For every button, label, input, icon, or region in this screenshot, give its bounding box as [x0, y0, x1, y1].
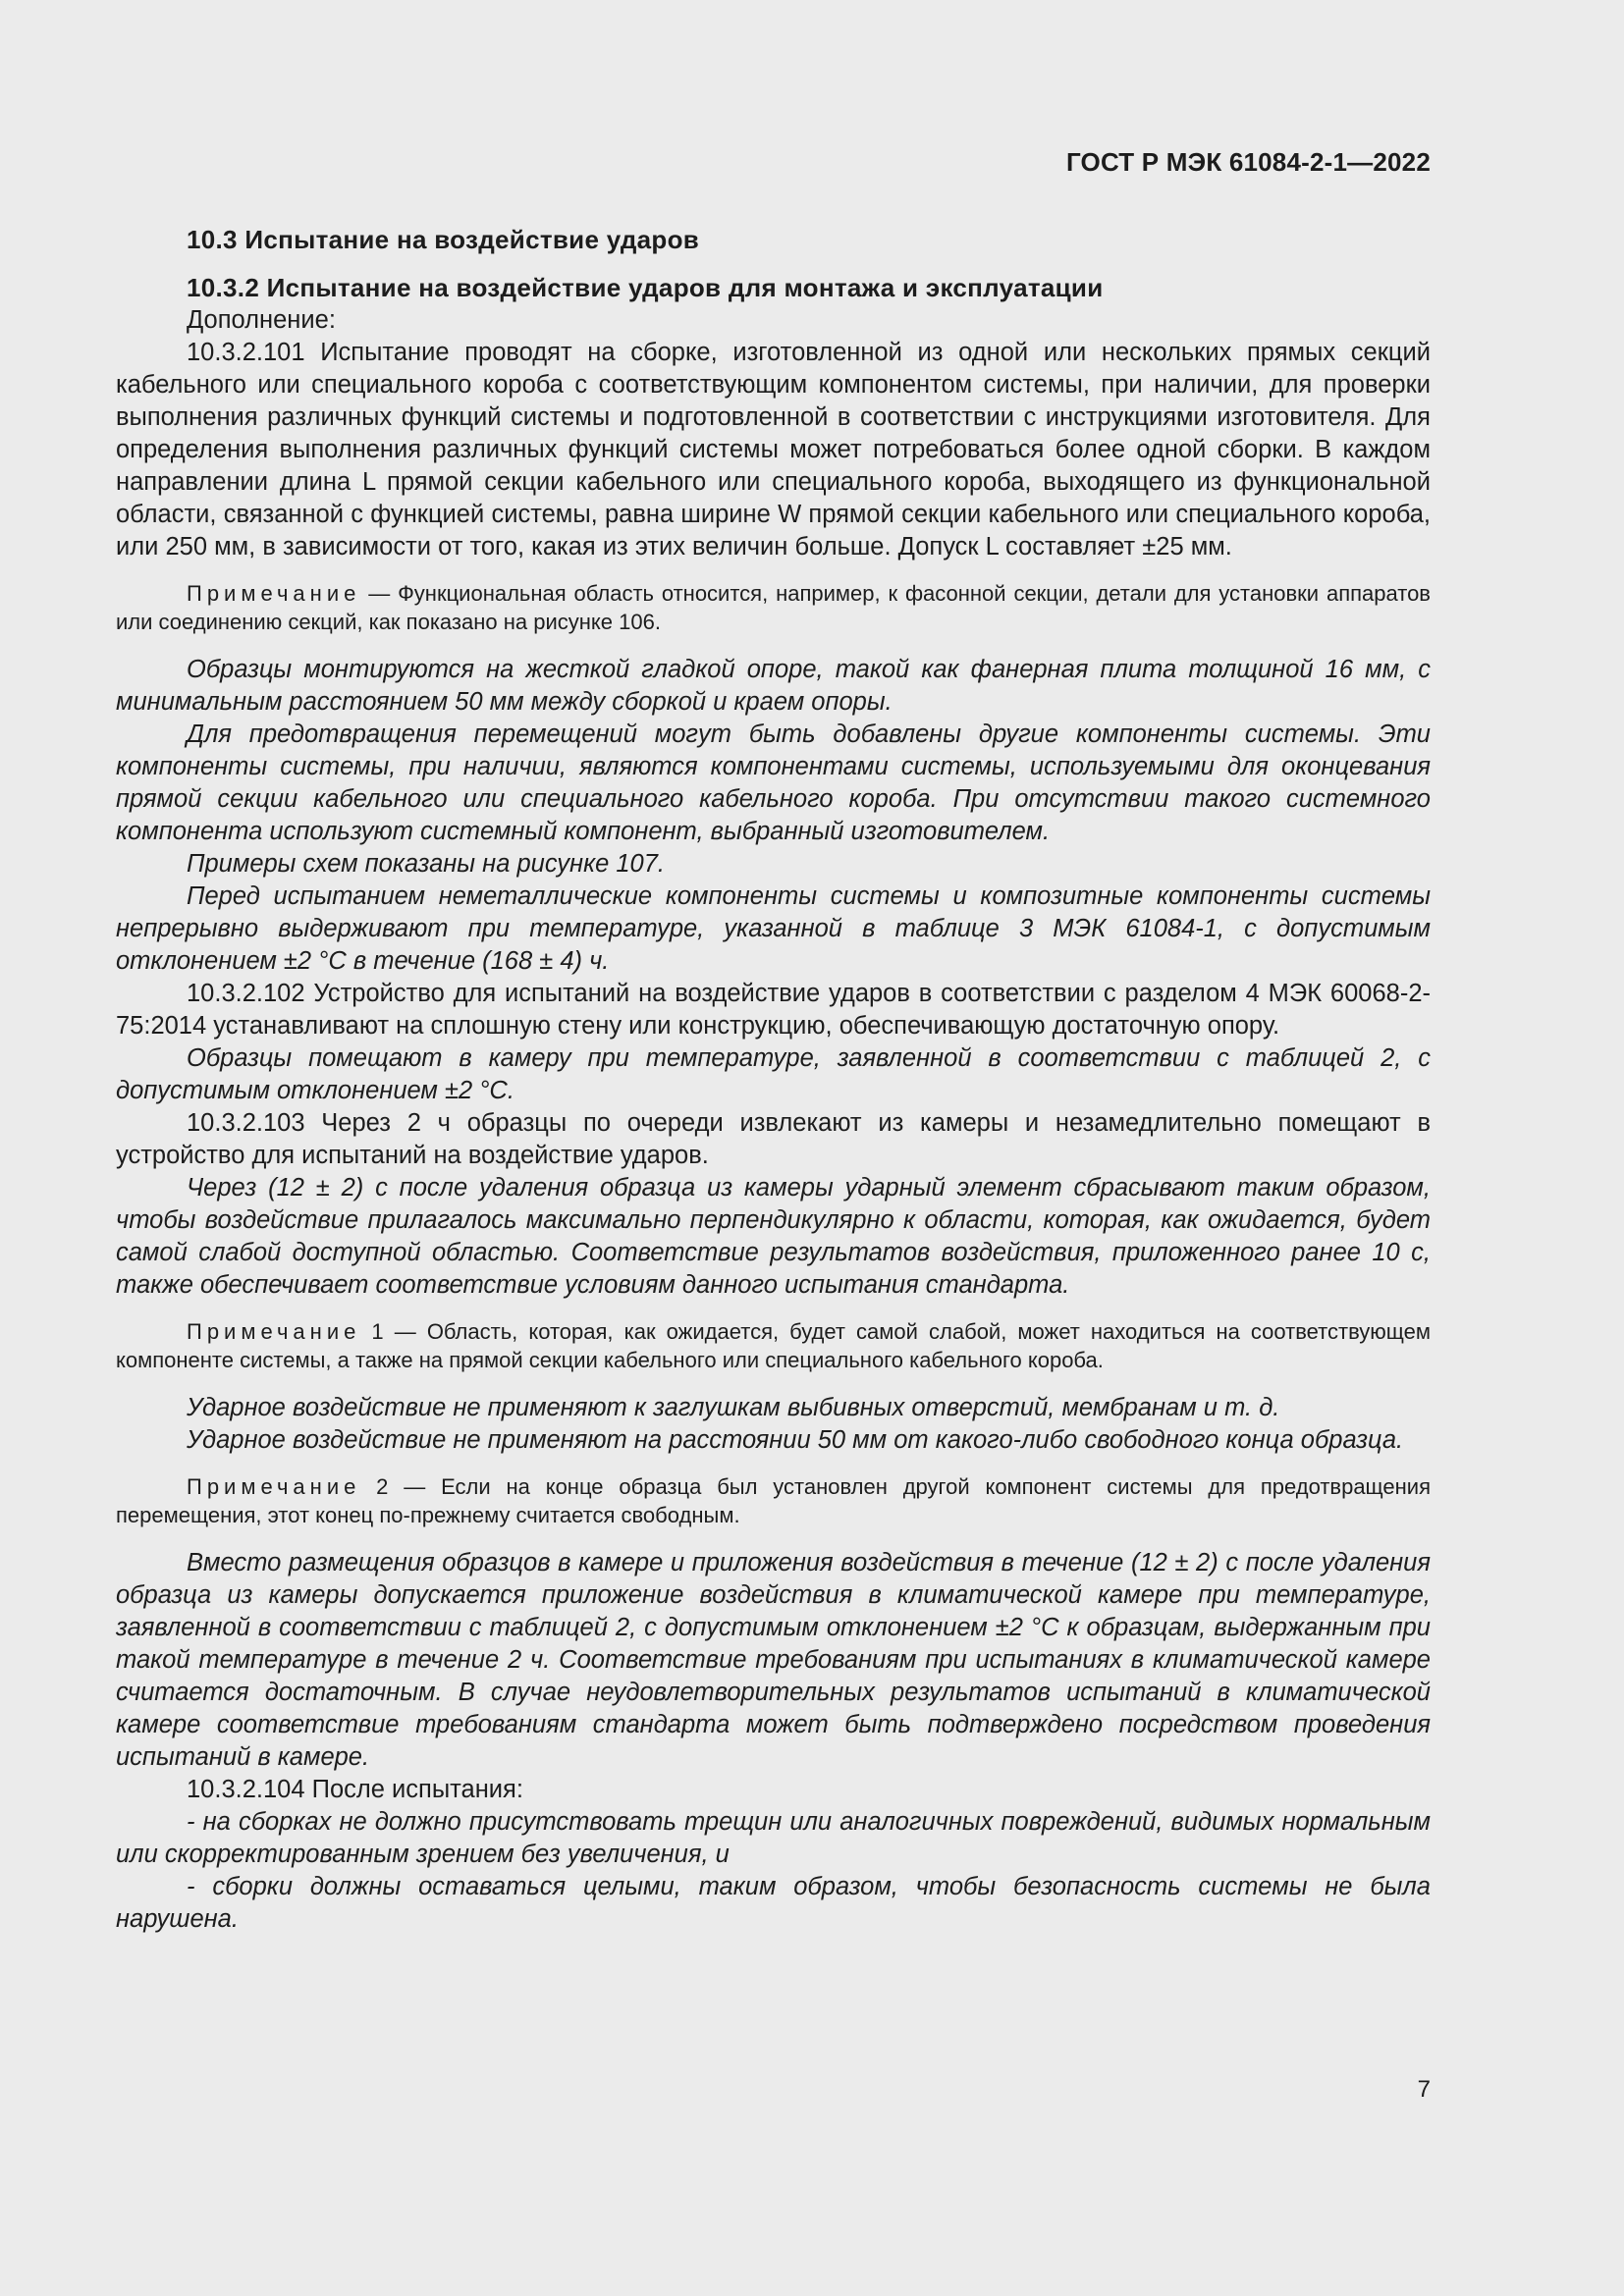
- paragraph-10-3-2-104: 10.3.2.104 После испытания:: [187, 1776, 523, 1803]
- standard-header: ГОСТ Р МЭК 61084-2-1—2022: [1065, 147, 1431, 177]
- note-text: — Функциональная область относится, например, к фасонной секции, детали для установки аппаратов или соединению секций, как показано на рисунке 106.: [116, 581, 1431, 634]
- list-item-remain-intact: - сборки должны оставаться целыми, таким образом, чтобы безопасность системы не была нарушена.: [116, 1873, 1431, 1933]
- page-number: 7: [1417, 2076, 1431, 2103]
- italic-paragraph-free-end: Ударное воздействие не применяют на расстоянии 50 мм от какого-либо свободного конца образца.: [187, 1426, 1404, 1454]
- italic-paragraph-impact: Через (12 ± 2) с после удаления образца из камеры ударный элемент сбрасывают таким образом, чтобы воздействие прилагалось максимально перпендикулярно к области, которая, как ожидается, будет самой слабой доступной областью. Соответствие результатов воздействия, приложенного ранее 10 с, также обеспечивает соответствие условиям данного испытания стандарта.: [116, 1174, 1431, 1299]
- note-functional-area: [116, 579, 1431, 636]
- section-heading-10-3-2: 10.3.2 Испытание на воздействие ударов для монтажа и эксплуатации: [187, 273, 1104, 302]
- note-text: 2 — Если на конце образца был установлен другой компонент системы для предотвращения перемещения, этот конец по-прежнему считается свободным.: [116, 1474, 1431, 1527]
- note-label: Примечание: [187, 1474, 361, 1499]
- paragraph-10-3-2-101: 10.3.2.101 Испытание проводят на сборке, изготовленной из одной или нескольких прямых секций кабельного или специального короба с соответствующим компонентом системы, при наличии, для проверки выполнения различных функций системы и подготовленной в соответствии с инструкциями изготовителя. Для определения выполнения различных функций системы может потребоваться более одной сборки. В каждом направлении длина L прямой секции кабельного или специального короба, выходящего из функциональной области, связанной с функцией системы, равна ширине W прямой секции кабельного или специального короба, или 250 мм, в зависимости от того, какая из этих величин больше. Допуск L составляет ±25 мм.: [116, 339, 1431, 561]
- italic-paragraph-mounting: Образцы монтируются на жесткой гладкой опоре, такой как фанерная плита толщиной 16 мм, с минимальным расстоянием 50 мм между сборкой и краем опоры.: [116, 656, 1431, 716]
- italic-paragraph-climatic-chamber: Вместо размещения образцов в камере и приложения воздействия в течение (12 ± 2) с после удаления образца из камеры допускается приложение воздействия в климатической камере при температуре, заявленной в соответствии с таблицей 2, с допустимым отклонением ±2 °С к образцам, выдержанным при такой температуре в течение 2 ч. Соответствие требованиям при испытаниях в климатической камере считается достаточным. В случае неудовлетворительных результатов испытаний в климатической камере соответствие требованиям стандарта может быть подтверждено посредством проведения испытаний в камере.: [116, 1549, 1431, 1771]
- list-item-no-cracks: - на сборках не должно присутствовать трещин или аналогичных повреждений, видимых нормальным или скорректированным зрением без увеличения, и: [116, 1808, 1431, 1868]
- paragraph-10-3-2-102: 10.3.2.102 Устройство для испытаний на воздействие ударов в соответствии с разделом 4 МЭК 60068-2-75:2014 устанавливают на сплошную стену или конструкцию, обеспечивающую достаточную опору.: [116, 980, 1431, 1040]
- italic-paragraph-examples: Примеры схем показаны на рисунке 107.: [187, 850, 666, 878]
- italic-paragraph-conditioning: Перед испытанием неметаллические компоненты системы и композитные компоненты системы непрерывно выдерживают при температуре, указанной в таблице 3 МЭК 61084-1, с допустимым отклонением ±2 °С в течение (168 ± 4) ч.: [116, 882, 1431, 975]
- note-label: Примечание: [187, 1319, 361, 1344]
- paragraph-10-3-2-103: 10.3.2.103 Через 2 ч образцы по очереди извлекают из камеры и незамедлительно помещают в устройство для испытаний на воздействие ударов.: [116, 1109, 1431, 1169]
- addition-label: Дополнение:: [187, 306, 336, 334]
- section-heading-10-3: 10.3 Испытание на воздействие ударов: [187, 225, 700, 254]
- note-text: 1 — Область, которая, как ожидается, будет самой слабой, может находиться на соответствующем компоненте системы, а также на прямой секции кабельного или специального кабельного короба.: [116, 1319, 1431, 1372]
- italic-paragraph-knockouts: Ударное воздействие не применяют к заглушкам выбивных отверстий, мембранам и т. д.: [187, 1394, 1280, 1421]
- italic-paragraph-movement: Для предотвращения перемещений могут быть добавлены другие компоненты системы. Эти компоненты системы, при наличии, являются компонентами системы, используемыми для оконцевания прямой секции кабельного или специального кабельного короба. При отсутствии такого системного компонента используют системный компонент, выбранный изготовителем.: [116, 721, 1431, 845]
- note-label: Примечание: [187, 581, 361, 606]
- italic-paragraph-chamber: Образцы помещают в камеру при температуре, заявленной в соответствии с таблицей 2, с допустимым отклонением ±2 °С.: [116, 1044, 1431, 1104]
- note-2-free-end: [116, 1472, 1431, 1529]
- note-1-weakest-area: [116, 1317, 1431, 1374]
- page-content: [116, 224, 1431, 1936]
